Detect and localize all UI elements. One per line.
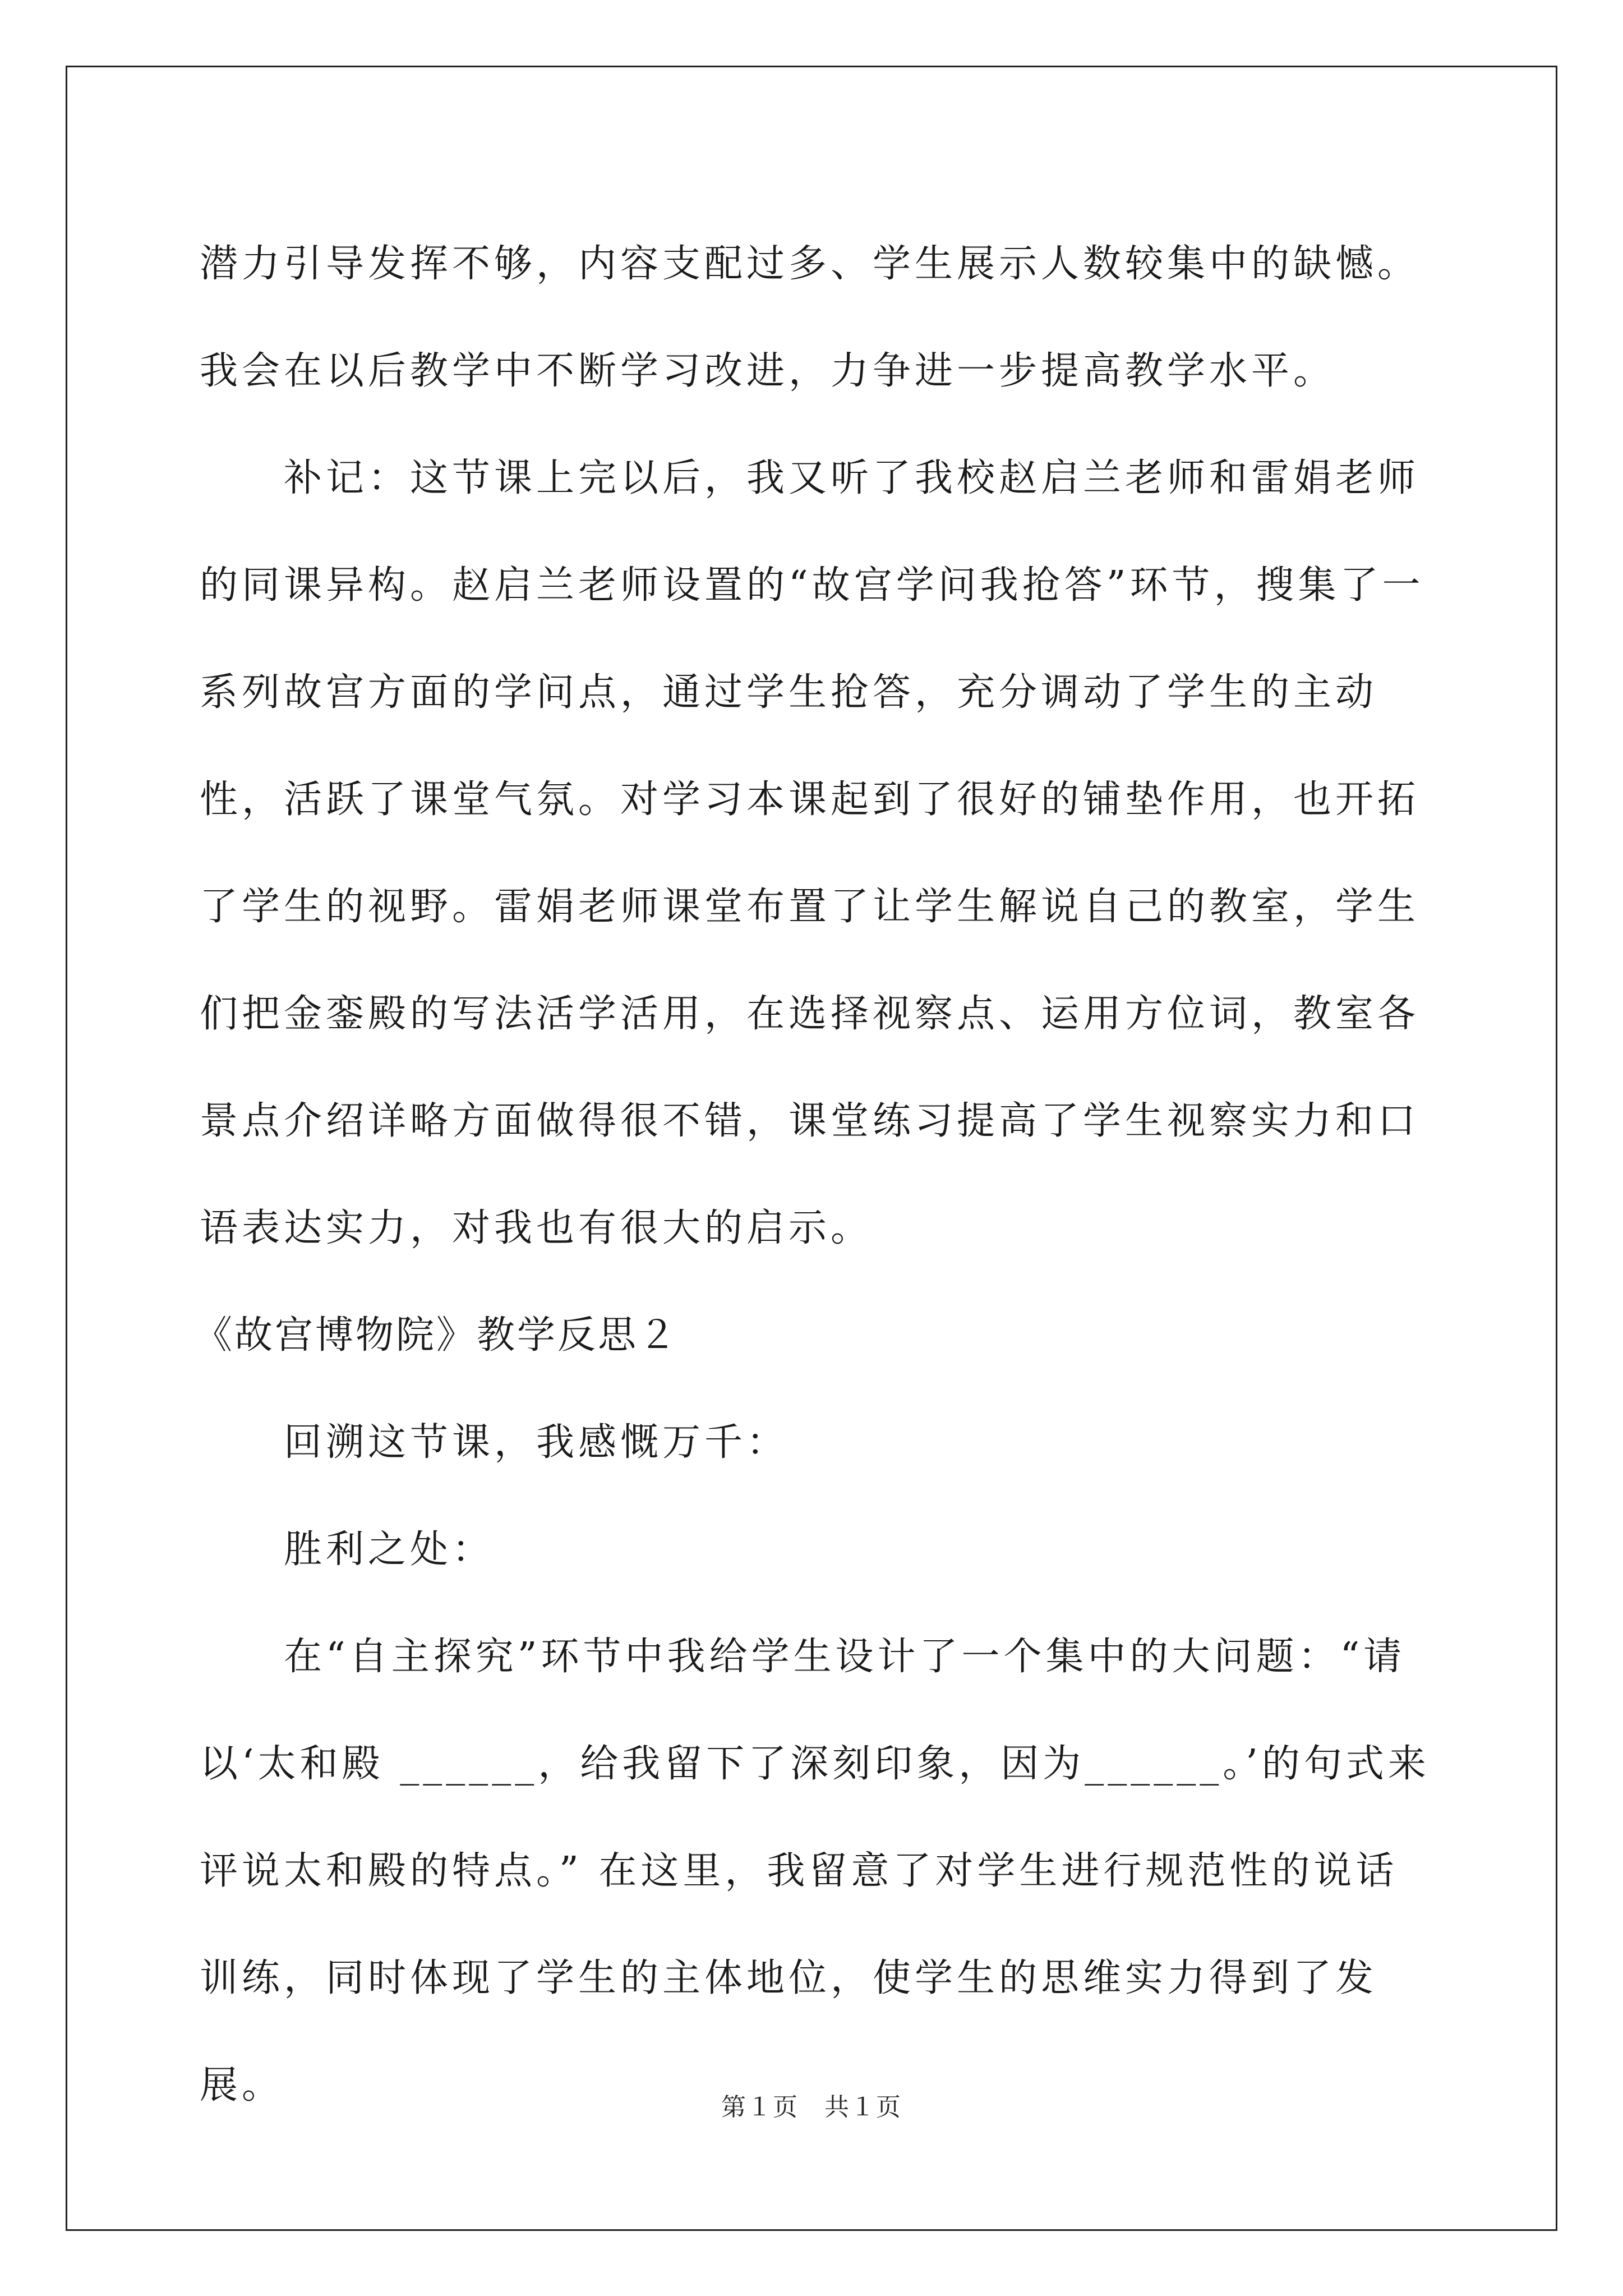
paragraph-inquiry: 在“自主探究”环节中我给学生设计了一个集中的大问题：“请以‘太和殿 ______，给我留下了深刻印象，因为______。’的句式来评说太和殿的特点。” 在这里，我留意了对学生进行规范性的说话训练，同时体现了学生的主体地位，使学生的思维实力得到了发展。 — [200, 1635, 1430, 2108]
paragraph-addendum: 补记：这节课上完以后，我又听了我校赵启兰老师和雷娟老师的同课异构。赵启兰老师设置的“故宫学问我抢答”环节，搜集了一系列故宫方面的学问点，通过学生抢答，充分调动了学生的主动性，活跃了课堂气氛。对学习本课起到了很好的铺垫作用，也开拓了学生的视野。雷娟老师课堂布置了让学生解说自己的教室，学生们把金銮殿的写法活学活用，在选择视察点、运用方位词，教室各景点介绍详略方面做得很不错，课堂练习提高了学生视察实力和口语表达实力，对我也有很大的启示。 — [200, 456, 1424, 1250]
paragraph-reflection-intro: 回溯这节课，我感慨万千： — [284, 1420, 789, 1465]
paragraph-continuation: 潜力引导发挥不够，内容支配过多、学生展示人数较集中的缺憾。我会在以后教学中不断学习改进，力争进一步提高教学水平。 — [200, 242, 1420, 393]
section-heading: 《故宫博物院》教学反思２ — [194, 1313, 679, 1358]
document-body — [194, 210, 1433, 2139]
paragraph-success-label: 胜利之处： — [284, 1527, 495, 1572]
page-footer: 第１页 共１页 — [721, 2093, 902, 2122]
